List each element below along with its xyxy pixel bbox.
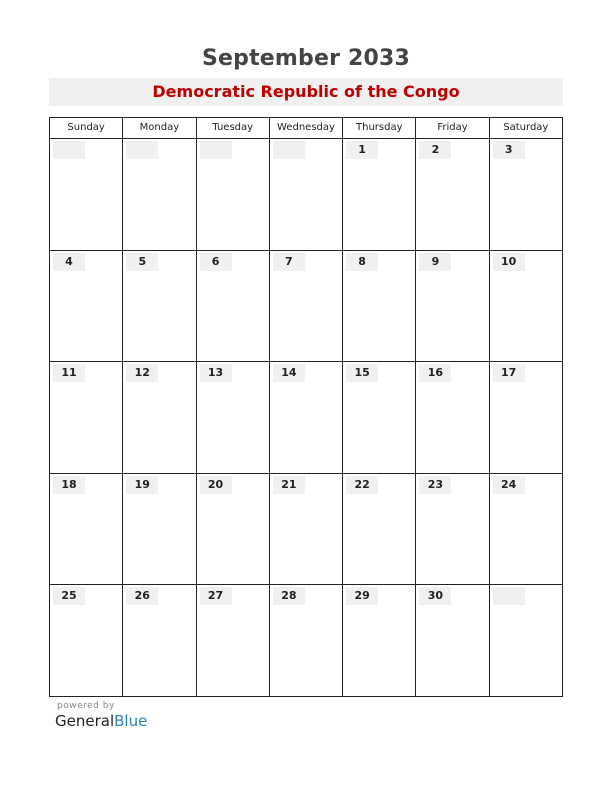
day-cell xyxy=(50,139,123,250)
day-number: 25 xyxy=(53,587,85,605)
day-number: 20 xyxy=(200,476,232,494)
day-cell xyxy=(50,585,123,696)
weekday-monday: Monday xyxy=(123,118,196,138)
day-number: 11 xyxy=(53,364,85,382)
day-cell xyxy=(343,139,416,250)
day-number: 30 xyxy=(419,587,451,605)
week-row xyxy=(50,362,562,474)
day-cell xyxy=(490,474,562,585)
day-number: 12 xyxy=(126,364,158,382)
day-number xyxy=(493,587,525,605)
day-number: 9 xyxy=(419,253,451,271)
weekday-friday: Friday xyxy=(416,118,489,138)
day-number: 7 xyxy=(273,253,305,271)
day-number xyxy=(273,141,305,159)
generalblue-logo[interactable] xyxy=(55,712,147,730)
day-number: 28 xyxy=(273,587,305,605)
brand-blue-text: Blue xyxy=(114,712,148,730)
day-cell xyxy=(197,139,270,250)
day-cell xyxy=(490,362,562,473)
day-number: 3 xyxy=(493,141,525,159)
country-name: Democratic Republic of the Congo xyxy=(152,82,460,101)
day-number: 26 xyxy=(126,587,158,605)
day-number: 22 xyxy=(346,476,378,494)
day-number xyxy=(53,141,85,159)
day-cell xyxy=(50,251,123,362)
day-cell xyxy=(270,474,343,585)
week-row xyxy=(50,139,562,251)
day-cell xyxy=(490,251,562,362)
day-cell xyxy=(343,474,416,585)
day-number: 1 xyxy=(346,141,378,159)
day-number: 23 xyxy=(419,476,451,494)
calendar-grid xyxy=(49,117,563,697)
day-number: 18 xyxy=(53,476,85,494)
day-cell xyxy=(123,251,196,362)
week-row xyxy=(50,251,562,363)
powered-by-text: powered by xyxy=(57,701,115,711)
day-cell xyxy=(343,585,416,696)
day-cell xyxy=(490,139,562,250)
country-banner xyxy=(49,78,563,106)
weekday-wednesday: Wednesday xyxy=(270,118,343,138)
day-number: 10 xyxy=(493,253,525,271)
calendar-title: September 2033 xyxy=(201,46,411,71)
weekday-sunday: Sunday xyxy=(50,118,123,138)
day-cell xyxy=(270,251,343,362)
day-number: 21 xyxy=(273,476,305,494)
day-number: 19 xyxy=(126,476,158,494)
day-cell xyxy=(270,139,343,250)
day-cell xyxy=(123,585,196,696)
day-number: 27 xyxy=(200,587,232,605)
day-cell xyxy=(123,474,196,585)
day-cell xyxy=(270,362,343,473)
day-number: 17 xyxy=(493,364,525,382)
day-cell xyxy=(197,474,270,585)
day-cell xyxy=(123,139,196,250)
week-row xyxy=(50,585,562,696)
day-cell xyxy=(50,474,123,585)
day-number: 29 xyxy=(346,587,378,605)
weekday-thursday: Thursday xyxy=(343,118,416,138)
day-cell xyxy=(416,139,489,250)
day-cell xyxy=(416,251,489,362)
day-cell xyxy=(416,474,489,585)
day-number: 6 xyxy=(200,253,232,271)
weekday-saturday: Saturday xyxy=(503,122,549,133)
brand-general-text: General xyxy=(55,712,115,730)
day-cell xyxy=(343,362,416,473)
day-cell xyxy=(50,362,123,473)
day-cell xyxy=(416,585,489,696)
day-number: 5 xyxy=(126,253,158,271)
day-number: 15 xyxy=(346,364,378,382)
day-number: 4 xyxy=(53,253,85,271)
day-cell xyxy=(343,251,416,362)
day-cell xyxy=(197,362,270,473)
day-number xyxy=(126,141,158,159)
day-cell xyxy=(123,362,196,473)
day-number: 16 xyxy=(419,364,451,382)
day-cell xyxy=(197,251,270,362)
day-cell xyxy=(490,585,562,696)
weekday-header xyxy=(50,118,562,139)
day-number: 8 xyxy=(346,253,378,271)
week-row xyxy=(50,474,562,586)
day-number: 14 xyxy=(273,364,305,382)
day-number: 24 xyxy=(493,476,525,494)
day-number: 2 xyxy=(419,141,451,159)
day-cell xyxy=(270,585,343,696)
day-cell xyxy=(197,585,270,696)
day-cell xyxy=(416,362,489,473)
weekday-tuesday: Tuesday xyxy=(197,118,270,138)
day-number xyxy=(200,141,232,159)
day-number: 13 xyxy=(200,364,232,382)
